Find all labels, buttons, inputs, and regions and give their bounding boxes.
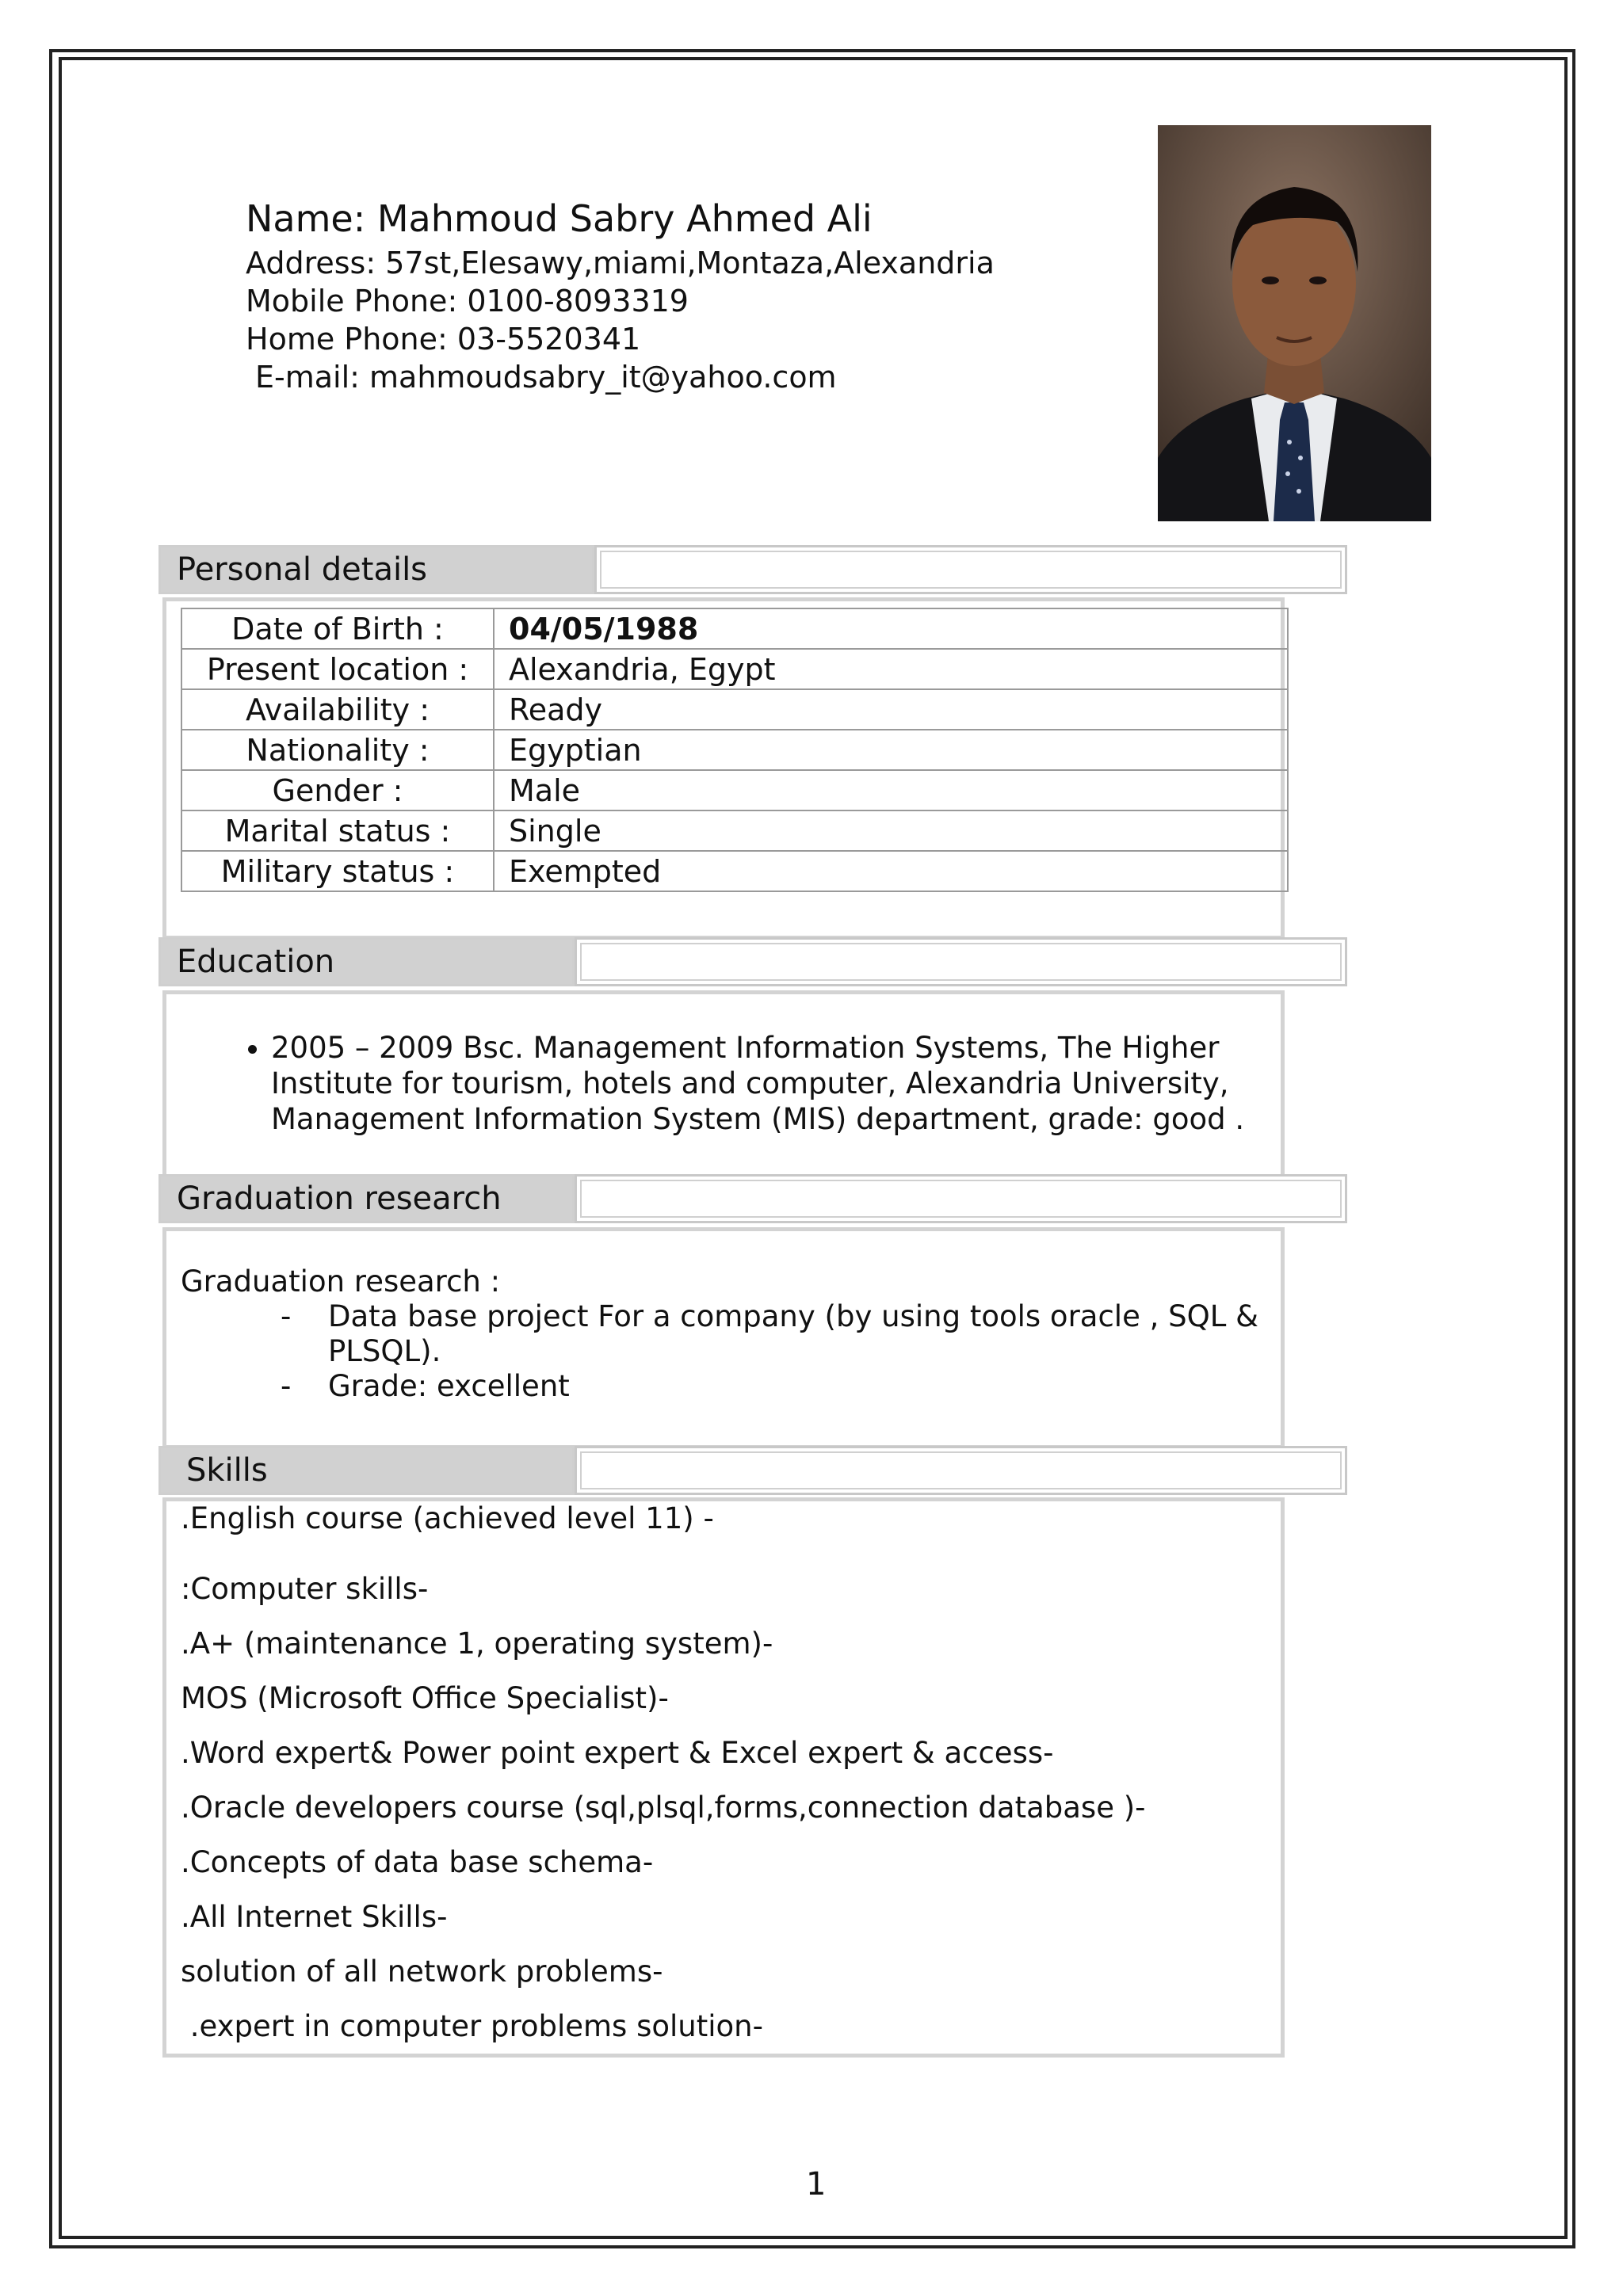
list-item: solution of all network problems- — [181, 1955, 663, 1989]
graduation-box — [162, 1227, 1285, 1449]
heading-blank-cell — [594, 545, 1347, 594]
graduation-content — [181, 1264, 1281, 1404]
profile-photo — [1158, 125, 1431, 521]
skills-list — [181, 1501, 1146, 2064]
contact-header — [246, 195, 995, 396]
table-row — [181, 649, 1288, 689]
dash-bullet: - — [281, 1299, 292, 1333]
personal-details-title: Personal details — [158, 545, 594, 594]
list-item: :Computer skills- — [181, 1572, 429, 1606]
graduation-title: Graduation research — [158, 1174, 575, 1223]
detail-label: Marital status : — [181, 810, 494, 851]
heading-blank-cell — [575, 1446, 1347, 1495]
dash-bullet: - — [281, 1369, 292, 1403]
detail-value: Ready — [494, 689, 1288, 730]
table-row — [181, 689, 1288, 730]
personal-details-heading — [158, 545, 1347, 601]
home-phone-line: Home Phone: 03-5520341 — [246, 322, 641, 357]
detail-label: Military status : — [181, 851, 494, 891]
detail-label: Date of Birth : — [181, 608, 494, 649]
list-item — [181, 1299, 1281, 1369]
list-item: .expert in computer problems solution- — [181, 2009, 763, 2043]
graduation-list — [181, 1299, 1281, 1404]
personal-details-table — [181, 608, 1289, 892]
list-item: .Word expert& Power point expert & Excel expert & access- — [181, 1736, 1054, 1770]
list-item: .English course (achieved level 11) - — [181, 1501, 714, 1535]
list-item: .Oracle developers course (sql,plsql,forms,connection database )- — [181, 1791, 1146, 1825]
address-line: Address: 57st,Elesawy,miami,Montaza,Alexandria — [246, 246, 995, 280]
education-title: Education — [158, 937, 575, 986]
detail-label: Availability : — [181, 689, 494, 730]
page-number: 1 — [806, 2166, 827, 2203]
heading-blank-cell — [575, 1174, 1347, 1223]
table-row — [181, 608, 1288, 649]
table-row — [181, 770, 1288, 810]
detail-value: Male — [494, 770, 1288, 810]
list-item-text: Data base project For a company (by using tools oracle , SQL & PLSQL). — [328, 1299, 1258, 1368]
name-line: Name: Mahmoud Sabry Ahmed Ali — [246, 197, 873, 240]
mobile-line: Mobile Phone: 0100-8093319 — [246, 284, 689, 318]
table-row — [181, 730, 1288, 770]
detail-label: Present location : — [181, 649, 494, 689]
detail-value: Egyptian — [494, 730, 1288, 770]
detail-value: Single — [494, 810, 1288, 851]
email-line: E-mail: mahmoudsabry_it@yahoo.com — [255, 360, 837, 395]
graduation-heading — [158, 1174, 1347, 1230]
education-heading — [158, 937, 1347, 993]
detail-value: Exempted — [494, 851, 1288, 891]
skills-heading — [158, 1446, 1347, 1501]
table-row — [181, 810, 1288, 851]
list-item — [181, 1369, 1281, 1404]
detail-value: 04/05/1988 — [494, 608, 1288, 649]
detail-label: Nationality : — [181, 730, 494, 770]
heading-blank-cell — [575, 937, 1347, 986]
list-item: .A+ (maintenance 1, operating system)- — [181, 1627, 773, 1661]
education-list — [230, 1030, 1262, 1137]
list-item-text: Grade: excellent — [328, 1369, 570, 1403]
graduation-intro: Graduation research : — [181, 1264, 501, 1299]
list-item: .Concepts of data base schema- — [181, 1845, 654, 1879]
skills-box — [162, 1497, 1285, 2058]
personal-details-box — [162, 597, 1285, 940]
detail-value: Alexandria, Egypt — [494, 649, 1288, 689]
list-item: MOS (Microsoft Office Specialist)- — [181, 1681, 669, 1715]
list-item: • 2005 – 2009 Bsc. Management Information Systems, The Higher Institute for tourism, hotels and computer, Alexandria University, Management Information System (MIS) department, grade: good . — [271, 1030, 1262, 1137]
education-box — [162, 990, 1285, 1179]
detail-label: Gender : — [181, 770, 494, 810]
skills-title: Skills — [158, 1446, 575, 1495]
table-row — [181, 851, 1288, 891]
list-item: .All Internet Skills- — [181, 1900, 448, 1934]
